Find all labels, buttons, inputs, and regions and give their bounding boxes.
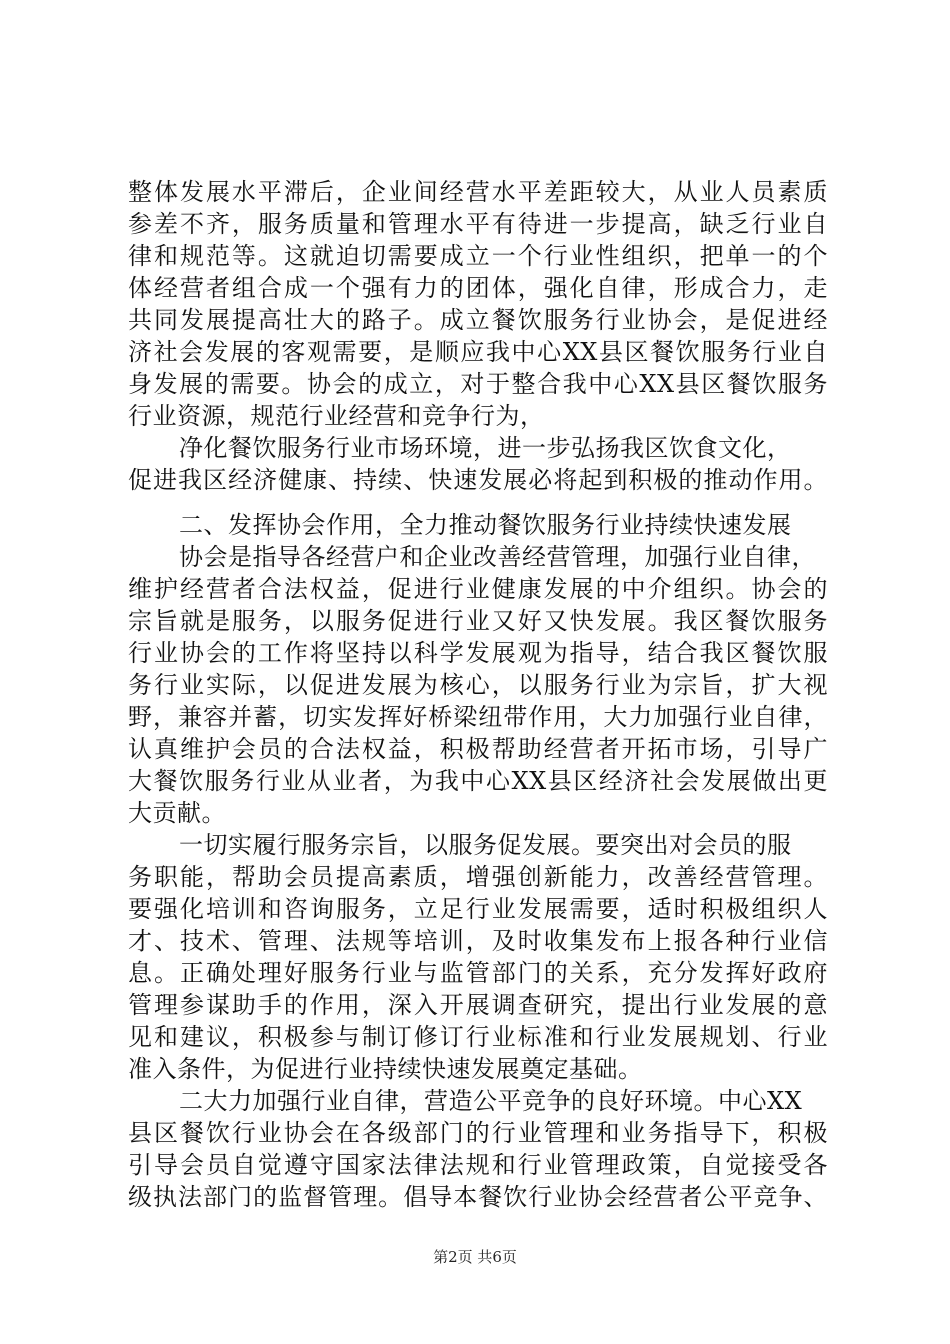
- text-line: 促进我区经济健康、持续、快速发展必将起到积极的推动作用。: [128, 466, 828, 494]
- text-line: 息。正确处理好服务行业与监管部门的关系，充分发挥好政府: [128, 959, 828, 987]
- text-line: 级执法部门的监督管理。倡导本餐饮行业协会经营者公平竞争、: [128, 1183, 828, 1211]
- page-number-footer: 第2页 共6页: [433, 1248, 517, 1266]
- text-line: 一切实履行服务宗旨，以服务促发展。要突出对会员的服: [179, 831, 792, 859]
- section-heading: 二、发挥协会作用，全力推动餐饮服务行业持续快速发展: [179, 511, 792, 539]
- text-line: 见和建议，积极参与制订修订行业标准和行业发展规划、行业: [128, 1023, 828, 1051]
- text-line: 要强化培训和咨询服务，立足行业发展需要，适时积极组织人: [128, 895, 828, 923]
- text-line: 行业资源，规范行业经营和竞争行为，: [128, 402, 545, 430]
- text-line: 济社会发展的客观需要，是顺应我中心XX县区餐饮服务行业自: [128, 338, 828, 366]
- text-line: 整体发展水平滞后，企业间经营水平差距较大，从业人员素质: [128, 178, 828, 206]
- text-line: 二大力加强行业自律，营造公平竞争的良好环境。中心XX: [179, 1087, 803, 1115]
- text-line: 净化餐饮服务行业市场环境，进一步弘扬我区饮食文化，: [179, 434, 792, 462]
- text-line: 律和规范等。这就迫切需要成立一个行业性组织，把单一的个: [128, 242, 828, 270]
- text-line: 务职能，帮助会员提高素质，增强创新能力，改善经营管理。: [128, 863, 828, 891]
- text-line: 宗旨就是服务，以服务促进行业又好又快发展。我区餐饮服务: [128, 607, 828, 635]
- paragraph-purify: [128, 432, 828, 496]
- paragraph-continued: [128, 176, 828, 432]
- section-two: [128, 509, 828, 1213]
- text-line: 维护经营者合法权益，促进行业健康发展的中介组织。协会的: [128, 575, 828, 603]
- text-line: 参差不齐，服务质量和管理水平有待进一步提高，缺乏行业自: [128, 210, 828, 238]
- text-line: 县区餐饮行业协会在各级部门的行业管理和业务指导下，积极: [128, 1119, 828, 1147]
- text-line: 才、技术、管理、法规等培训，及时收集发布上报各种行业信: [128, 927, 828, 955]
- text-line: 管理参谋助手的作用，深入开展调查研究，提出行业发展的意: [128, 991, 828, 1019]
- text-line: 认真维护会员的合法权益，积极帮助经营者开拓市场，引导广: [128, 735, 828, 763]
- text-line: 体经营者组合成一个强有力的团体，强化自律，形成合力，走: [128, 274, 828, 302]
- text-line: 协会是指导各经营户和企业改善经营管理，加强行业自律，: [179, 543, 816, 571]
- text-line: 大餐饮服务行业从业者，为我中心XX县区经济社会发展做出更: [128, 767, 828, 795]
- text-line: 准入条件，为促进行业持续快速发展奠定基础。: [128, 1055, 643, 1083]
- text-line: 大贡献。: [128, 799, 226, 827]
- text-line: 行业协会的工作将坚持以科学发展观为指导，结合我区餐饮服: [128, 639, 828, 667]
- text-line: 身发展的需要。协会的成立，对于整合我中心XX县区餐饮服务: [128, 370, 828, 398]
- text-line: 引导会员自觉遵守国家法律法规和行业管理政策，自觉接受各: [128, 1151, 828, 1179]
- text-line: 共同发展提高壮大的路子。成立餐饮服务行业协会，是促进经: [128, 306, 828, 334]
- text-line: 务行业实际，以促进发展为核心，以服务行业为宗旨，扩大视: [128, 671, 828, 699]
- text-line: 野，兼容并蓄，切实发挥好桥梁纽带作用，大力加强行业自律，: [128, 703, 828, 731]
